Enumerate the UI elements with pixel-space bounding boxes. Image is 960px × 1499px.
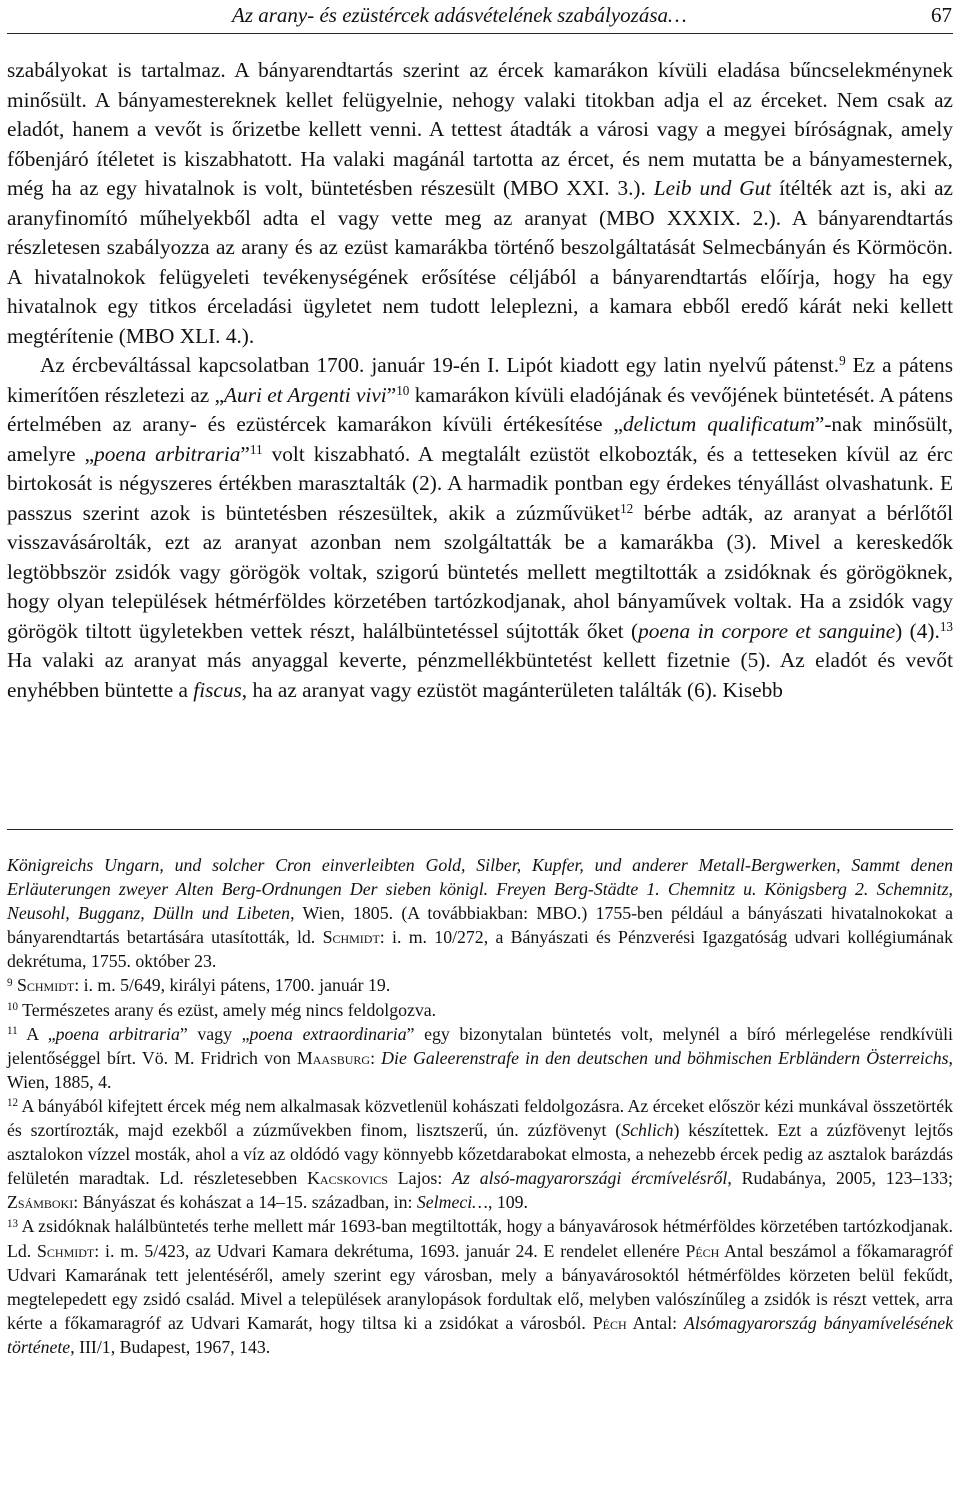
text-run: , ha az aranyat vagy ezüstöt magánterületen találták (6). Kisebb: [241, 677, 783, 702]
italic-term: delictum qualificatum: [622, 412, 815, 436]
text-run: : i. m. 5/423, az Udvari Kamara dekrétuma, 1693. január 24. E rendelet ellenére: [94, 1240, 686, 1261]
italic-title: Die Galeerenstrafe in den deutschen und böhmischen Erbländern Österreichs: [381, 1047, 949, 1068]
footnote-ref-11[interactable]: 11: [249, 441, 263, 457]
text-run: Antal:: [626, 1312, 685, 1333]
text-run: Ha valaki az aranyat más anyaggal keverte, pénzmellékbüntetést kellett fizetnie (5). Az eladót és vevőt enyhébben büntette a: [7, 648, 953, 702]
text-run: A „: [17, 1023, 56, 1044]
footnote-10: [7, 998, 953, 1022]
author-name: Péch: [592, 1312, 627, 1333]
author-name: Kacskovics: [307, 1168, 388, 1189]
footnote-number: 11: [7, 1025, 18, 1038]
text-run: , Wien, 1885, 4.: [7, 1047, 953, 1092]
author-name: Schmidt: [322, 927, 380, 948]
footnote-11: [7, 1022, 953, 1094]
text-run: ”: [240, 441, 250, 466]
text-run: Antal beszámol a főkamaragróf Udvari Kamarának tett jelentéséről, amely szerint egy városban, mely a bányavárosoktól hétmérföldes körzeten belül fekűdt, megtelepedett egy zsidó család. Mivel a települések aranylopások fordultak elő, melyben valószínűleg a zsidók is részt vettek, arra kérte a főkamaragróf az Udvari Kamarát, hogy tiltsa ki a zsidókat a városból.: [7, 1240, 953, 1333]
footnote-ref-10[interactable]: 10: [396, 382, 410, 398]
running-title: Az arany- és ezüstércek adásvételének szabályozása…: [232, 3, 687, 27]
text-run: ”: [386, 382, 397, 407]
main-text: [7, 56, 953, 705]
text-run: szabályokat is tartalmaz. A bányarendtartás szerint az ércek kamarákon kívüli eladása bűncselekménynek minősült. A bányamestereknek kellet felügyelnie, nehogy valaki titokban adja el az érceket. Nem csak az eladót, hanem a vevőt is őrizetbe kellett venni. A tettest átadták a városi vagy a megyei bíróságnak, amely főbenjáró ítéletet is kiszabhatott. Ha valaki magánál tartotta az ércet, és nem mutatta be a bányamesternek, még ha az egy hivatalnok is volt, büntetésben részesült (MBO XXI. 3.).: [7, 58, 953, 200]
text-run: volt kiszabható. A megtalált ezüstöt elkobozták, és a tetteseken kívül az érc birtokosát is négyszeres értékben marasztalták (2). A harmadik pontban egy érdekes tényállást olvashatunk. E passzus szerint azok is büntetésben részesültek, akik a zúzművüket: [7, 441, 954, 525]
text-run: , Rudabánya, 2005, 123–133;: [727, 1168, 953, 1189]
paragraph-2: [7, 351, 953, 705]
italic-title: Selmeci…: [416, 1192, 488, 1213]
italic-title: Az alsó-magyarországi ércmívelésről: [452, 1168, 728, 1189]
italic-term: poena arbitraria: [55, 1023, 180, 1044]
text-run: , 109.: [487, 1192, 528, 1213]
text-run: ” vagy „: [179, 1023, 250, 1044]
text-run: ítélték azt is, aki az aranyfinomító műhelyekből adta el vagy vette meg az aranyat (MBO XXXIX. 2.). A bányarendtartás részletesen szabályozza az arany és az ezüst kamarákba történő beszolgáltatását Selmecbányán és Körmöcön. A hivatalnokok felügyeleti tevékenységének erősítése céljából a bányarendtartás előírja, hogy ha egy hivatalnok egy titkos érceladási ügyletet nem tudott leleplezni, a kamara ebből eredő kárát neki kellett megtérítenie (MBO XLI. 4.).: [7, 176, 954, 348]
page-number: 67: [931, 3, 952, 27]
text-run: :: [370, 1047, 382, 1068]
footnote-number: 13: [7, 1217, 19, 1230]
text-run: : i. m. 5/649, királyi pátens, 1700. január 19.: [74, 975, 391, 996]
text-run: A bányából kifejtett ércek még nem alkalmasak közvetlenül kohászati feldolgozásra. Az érceket először kézi munkával összetörték és szortírozták, majd ezekből a zúzművekben finom, lisztszerű, ún. zúzfövenyt (: [7, 1095, 953, 1141]
text-run: kamarákon kívüli eladójának és vevőjének büntetését. A pátens értelmében az arany- és ezüstércek kamarákon kívüli értékesítése „: [7, 382, 953, 436]
author-name: Schmidt: [37, 1240, 95, 1261]
footnote-ref-13[interactable]: 13: [939, 618, 953, 634]
text-run: ”-nak minősült, amelyre „: [7, 412, 953, 466]
text-run: ” egy bizonytalan büntetés volt, melynél a bíró mérlegelése rendkívüli jelentőséggel bírt. Vö. M. Fridrich von: [7, 1023, 953, 1068]
text-run: : i. m. 10/272, a Bányászati és Pénzverési Igazgatóság udvari kollégiumának dekrétuma, 1755. október 23.: [7, 927, 953, 972]
text-run: Lajos:: [387, 1168, 453, 1189]
footnote-number: 10: [7, 1001, 19, 1014]
footnotes: [7, 853, 953, 1359]
header-rule: [7, 33, 953, 34]
author-name: Zsámboki: [7, 1192, 74, 1213]
italic-term: poena in corpore et sanguine: [638, 618, 896, 643]
text-run: ) (4).: [895, 618, 940, 643]
text-run: Természetes arany és ezüst, amely még nincs feldolgozva.: [18, 999, 437, 1020]
italic-term: poena arbitraria: [94, 441, 241, 466]
text-run: : Bányászat és kohászat a 14–15. században, in:: [73, 1192, 417, 1213]
footnote-9: [7, 973, 953, 997]
text-run: bérbe adták, az aranyat a bérlőtől visszavásárolták, ezt az aranyat azonban nem szolgáltatták be a kamarákba (3). Mivel a kereskedők legtöbbször zsidók vagy görögök voltak, szigorú büntetés mellett megtiltották a zsidóknak és görögöknek, hogy olyan települések hétmérföldes körzetében tartózkodjanak, ahol bányaművek voltak. Ha a zsidók vagy görögök tiltott ügyletekben vettek részt, halálbüntetéssel sújtották őket (: [7, 500, 953, 643]
running-header: [0, 0, 960, 36]
footnote-number: 12: [7, 1097, 19, 1110]
footnote-12: [7, 1094, 953, 1214]
italic-term: Leib und Gut: [653, 176, 772, 200]
author-name: Schmidt: [16, 975, 75, 996]
italic-title: Alsómagyarország bányamívelésének története: [7, 1312, 953, 1357]
italic-title: Königreichs Ungarn, und solcher Cron einverleibten Gold, Silber, Kupfer, und anderer Metall-Bergwerken, Sammt denen Erläuterungen zweyer Alten Berg-Ordnungen Der sieben königl. Freyen Berg-Städte 1. Chemnitz u. Königsberg 2. Schemnitz, Neusohl, Bugganz, Dülln und Libeten: [7, 855, 953, 924]
footnote-ref-9[interactable]: 9: [839, 353, 846, 369]
text-run: Ez a pátens kimerítően részletezi az „: [7, 353, 953, 407]
text-run: Az ércbeváltással kapcsolatban 1700. január 19-én I. Lipót kiadott egy latin nyelvű pátenst.: [40, 353, 840, 377]
italic-term: Auri et Argenti vivi: [224, 382, 387, 407]
footnote-number: 9: [7, 976, 13, 989]
italic-term: poena extraordinaria: [249, 1023, 407, 1044]
footnote-separator: [7, 829, 953, 830]
italic-term: Schlich: [621, 1120, 674, 1141]
footnote-13: [7, 1214, 953, 1359]
paragraph-1: [7, 56, 953, 351]
footnote-8-continued: [7, 853, 953, 973]
text-run: , III/1, Budapest, 1967, 143.: [70, 1336, 271, 1357]
text-run: ) készítettek. Ezt a zúzfövenyt lejtős asztalokon vízzel mosták, ahol a víz az oldódó vagy könnyebb kőzetdarabokat elmosta, a nehezebb ércek pedig az asztalok barázdás felületén maradtak. Ld. részletesebben: [7, 1120, 953, 1189]
author-name: Péch: [685, 1240, 720, 1261]
footnote-ref-12[interactable]: 12: [620, 500, 634, 516]
author-name: Maasburg: [296, 1047, 371, 1068]
text-run: A zsidóknak halálbüntetés terhe mellett már 1693-ban megtiltották, hogy a bányavárosok hétmérföldes körzetében tartózkodjanak. Ld.: [7, 1216, 953, 1261]
text-run: , Wien, 1805. (A továbbiakban: MBO.) 1755-ben például a bányászati hivatalnokokat a bányarendtartás betartására utasították, ld.: [7, 903, 953, 948]
italic-term: fiscus: [193, 677, 242, 702]
